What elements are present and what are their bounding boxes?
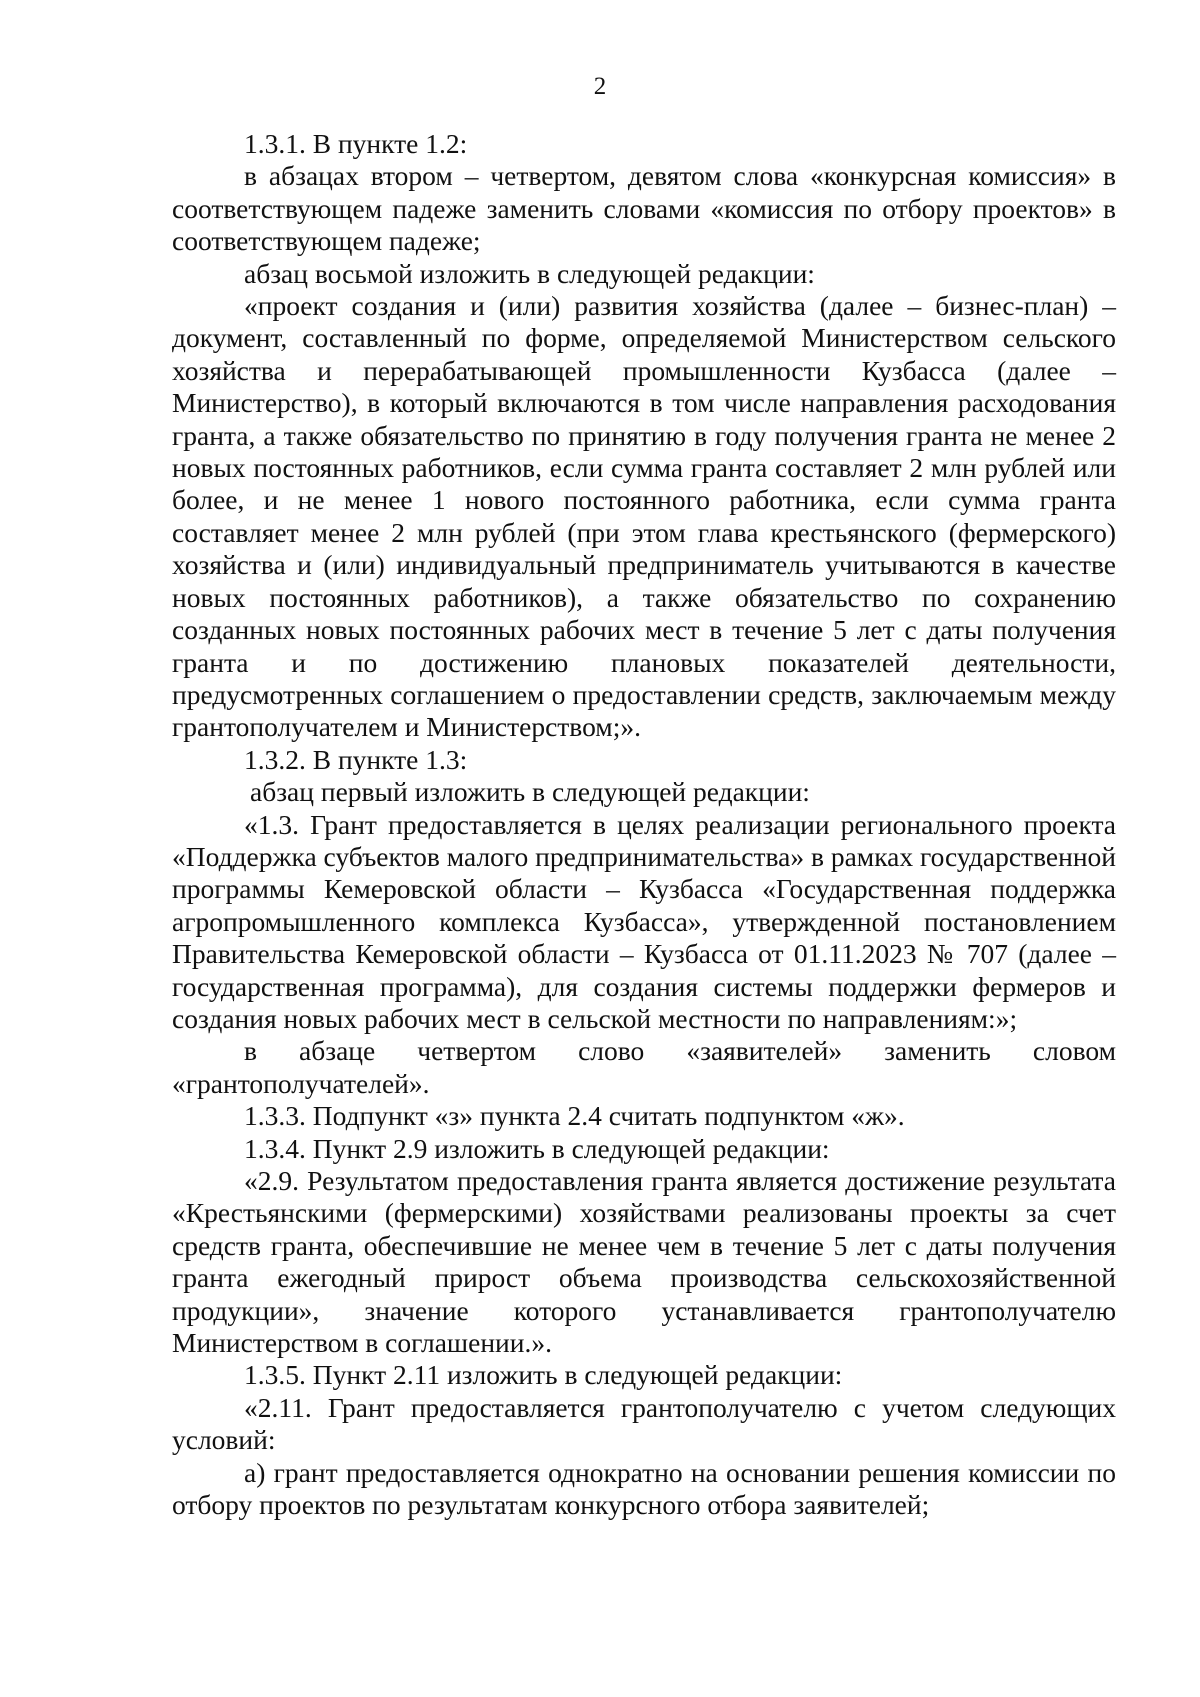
paragraph-2-9-result: «2.9. Результатом предоставления гранта является достижение результата «Крестьянскими (фермерскими) хозяйствами реализованы проекты за счет средств гранта, обеспечившие не менее чем в течение 5 лет с даты получения гранта ежегодный прирост объема производства сельскохозяйственной продукции», значение которого устанавливается грантополучателю Министерством в соглашении.». [172,1165,1116,1359]
paragraph-1-3-4-heading: 1.3.4. Пункт 2.9 изложить в следующей редакции: [244,1132,830,1164]
paragraph-2-11-conditions: «2.11. Грант предоставляется грантополучателю с учетом следующих условий: [172,1391,1116,1456]
paragraph-1-3-1-heading: 1.3.1. В пункте 1.2: [244,128,468,159]
paragraph-1-3-grant-purpose: «1.3. Грант предоставляется в целях реализации регионального проекта «Поддержка субъектов малого предпринимательства» в рамках государственной программы Кемеровской области – Кузбасса «Государственная поддержка агропромышленного комплекса Кузбасса», утвержденной постановлением Правительства Кемеровской области – Кузбасса от 01.11.2023 № 707 (далее – государственная программа), для создания системы поддержки фермеров и создания новых рабочих мест в сельской местности по направлениям:»; [172,808,1116,1034]
paragraph-1-3-3: 1.3.3. Подпункт «з» пункта 2.4 считать подпунктом «ж». [244,1100,905,1132]
page-number: 2 [593,73,607,100]
paragraph-eighth-abzac-intro: абзац восьмой изложить в следующей редакции: [244,257,815,289]
document-body [172,128,1116,1521]
paragraph-commission-rename: в абзацах втором – четвертом, девятом слова «конкурсная комиссия» в соответствующем падеже заменить словами «комиссия по отбору проектов» в соответствующем падеже; [172,160,1116,257]
paragraph-1-3-5-heading: 1.3.5. Пункт 2.11 изложить в следующей редакции: [244,1359,843,1391]
paragraph-first-abzac-intro: абзац первый изложить в следующей редакции: [250,776,810,808]
paragraph-business-plan-definition: «проект создания и (или) развития хозяйства (далее – бизнес-план) – документ, составленный по форме, определяемой Министерством сельского хозяйства и перерабатывающей промышленности Кузбасса (далее – Министерство), в который включаются в том числе направления расходования гранта, а также обязательство по принятию в году получения гранта не менее 2 новых постоянных работников, если сумма гранта составляет 2 млн рублей или более, и не менее 1 нового постоянного работника, если сумма гранта составляет менее 2 млн рублей (при этом глава крестьянского (фермерского) хозяйства и (или) индивидуальный предприниматель учитываются в качестве новых постоянных работников), а также обязательство по сохранению созданных новых постоянных рабочих мест в течение 5 лет с даты получения гранта и по достижению плановых показателей деятельности, предусмотренных соглашением о предоставлении средств, заключаемым между грантополучателем и Министерством;». [172,290,1116,743]
paragraph-fourth-abzac-replace: в абзаце четвертом слово «заявителей» заменить словом «грантополучателей». [172,1035,1116,1099]
paragraph-1-3-2-heading: 1.3.2. В пункте 1.3: [244,743,468,775]
paragraph-condition-a: а) грант предоставляется однократно на основании решения комиссии по отбору проектов по результатам конкурсного отбора заявителей; [172,1456,1116,1521]
